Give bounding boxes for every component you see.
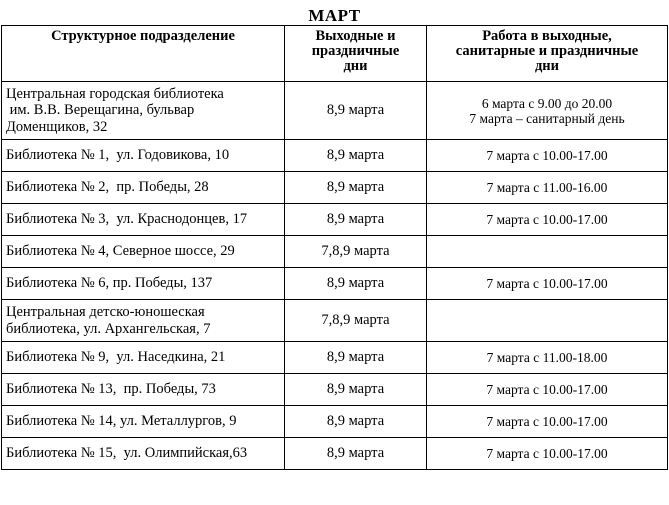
cell-work: 7 марта с 10.00-17.00 [427, 140, 668, 172]
cell-days-off: 7,8,9 марта [285, 236, 427, 268]
cell-days-off: 8,9 марта [285, 82, 427, 140]
document-title: МАРТ [308, 6, 361, 25]
table-row [2, 300, 668, 342]
cell-unit: Библиотека № 9, ул. Наседкина, 21 [2, 342, 285, 374]
header-days-off-line: дни [343, 58, 368, 74]
cell-days-off: 8,9 марта [285, 140, 427, 172]
cell-days-off: 8,9 марта [285, 438, 427, 470]
cell-work: 7 марта с 10.00-17.00 [427, 406, 668, 438]
table-row [2, 374, 668, 406]
unit-line: им. В.В. Верещагина, бульвар [6, 102, 195, 119]
table-row [2, 268, 668, 300]
cell-unit: Библиотека № 15, ул. Олимпийская,63 [2, 438, 285, 470]
cell-unit: Библиотека № 6, пр. Победы, 137 [2, 268, 285, 300]
table-row [2, 140, 668, 172]
header-days-off [285, 26, 427, 82]
unit-line: Центральная детско-юношеская [6, 304, 205, 320]
cell-days-off: 8,9 марта [285, 172, 427, 204]
cell-work: 7 марта с 11.00-16.00 [427, 172, 668, 204]
header-work-line: Работа в выходные, [482, 28, 612, 44]
work-line: 6 марта с 9.00 до 20.00 [481, 95, 613, 111]
cell-unit: Библиотека № 13, пр. Победы, 73 [2, 374, 285, 406]
table-header-row [2, 26, 668, 82]
header-unit [2, 26, 285, 82]
table-row [2, 204, 668, 236]
cell-work: 7 марта с 10.00-17.00 [427, 268, 668, 300]
cell-work [427, 82, 668, 140]
cell-work [427, 300, 668, 342]
unit-line: Доменщиков, 32 [6, 118, 108, 135]
cell-days-off: 8,9 марта [285, 406, 427, 438]
unit-line: Центральная городская библиотека [6, 85, 224, 102]
cell-days-off: 8,9 марта [285, 342, 427, 374]
header-work-line: дни [534, 58, 560, 74]
cell-unit: Библиотека № 2, пр. Победы, 28 [2, 172, 285, 204]
cell-work [427, 236, 668, 268]
header-days-off-line: праздничные [311, 43, 400, 59]
cell-unit [2, 300, 285, 342]
table-row [2, 438, 668, 470]
cell-unit: Библиотека № 4, Северное шоссе, 29 [2, 236, 285, 268]
cell-work: 7 марта с 10.00-17.00 [427, 374, 668, 406]
table-row [2, 236, 668, 268]
cell-unit: Библиотека № 3, ул. Краснодонцев, 17 [2, 204, 285, 236]
table-row [2, 82, 668, 140]
cell-days-off: 7,8,9 марта [285, 300, 427, 342]
cell-unit [2, 82, 285, 140]
header-work [427, 26, 668, 82]
table-row [2, 406, 668, 438]
header-days-off-line: Выходные и [315, 28, 396, 44]
header-work-line: санитарные и праздничные [455, 43, 639, 59]
cell-unit: Библиотека № 14, ул. Металлургов, 9 [2, 406, 285, 438]
cell-unit: Библиотека № 1, ул. Годовикова, 10 [2, 140, 285, 172]
cell-days-off: 8,9 марта [285, 204, 427, 236]
cell-days-off: 8,9 марта [285, 268, 427, 300]
table-row [2, 172, 668, 204]
work-line: 7 марта – санитарный день [469, 110, 625, 126]
cell-work: 7 марта с 11.00-18.00 [427, 342, 668, 374]
cell-days-off: 8,9 марта [285, 374, 427, 406]
header-unit-label: Структурное подразделение [51, 28, 235, 44]
unit-line: библиотека, ул. Архангельская, 7 [6, 320, 211, 337]
cell-work: 7 марта с 10.00-17.00 [427, 438, 668, 470]
schedule-table [1, 25, 668, 470]
cell-work: 7 марта с 10.00-17.00 [427, 204, 668, 236]
table-row [2, 342, 668, 374]
